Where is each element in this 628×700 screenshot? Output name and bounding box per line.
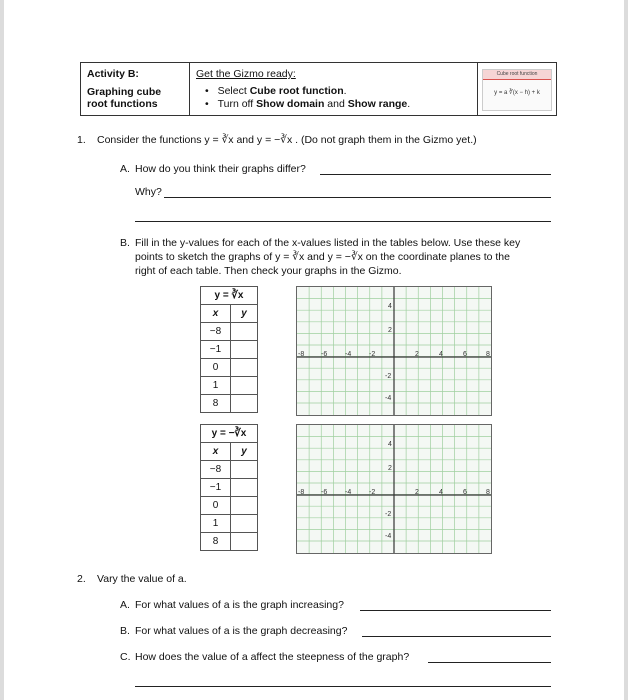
table2-y-cell[interactable] — [231, 533, 258, 551]
q1-number: 1. — [77, 134, 86, 146]
tick: -4 — [345, 351, 352, 358]
table-cube-root — [200, 286, 258, 413]
activity-label: Activity B: — [87, 68, 139, 80]
table-neg-cube-root — [200, 424, 258, 551]
tick: 8 — [486, 351, 490, 358]
tick: -8 — [298, 351, 305, 358]
table1-x: 1 — [201, 377, 231, 395]
q1b-label: B. — [120, 237, 130, 249]
table1-x: −1 — [201, 341, 231, 359]
q1-text: Consider the functions y = ∛x and y = −∛x . (Do not graph them in the Gizmo yet.) — [97, 134, 477, 146]
tick: 2 — [388, 465, 392, 472]
tick: 4 — [439, 489, 443, 496]
table2-x: 1 — [201, 515, 231, 533]
table1-col-x: x — [201, 305, 231, 323]
table1-y-cell[interactable] — [231, 341, 258, 359]
table1-x: −8 — [201, 323, 231, 341]
q2b-text: For what values of a is the graph decreasing? — [135, 625, 348, 637]
bullet-2: • Turn off Show domain and Show range. — [205, 98, 411, 110]
table2-title: y = −∛x — [201, 425, 258, 443]
q1a-why-line[interactable] — [164, 197, 551, 198]
tick: 4 — [439, 351, 443, 358]
q2c-label: C. — [120, 651, 131, 663]
table1-y-cell[interactable] — [231, 323, 258, 341]
tick: -2 — [369, 489, 376, 496]
table2-x: −8 — [201, 461, 231, 479]
tick: 2 — [415, 489, 419, 496]
tick: -2 — [369, 351, 376, 358]
gizmo-thumbnail — [482, 69, 552, 111]
tick: 6 — [463, 351, 467, 358]
table2-y-cell[interactable] — [231, 461, 258, 479]
coordinate-plane-2[interactable] — [296, 424, 492, 554]
q1b-line2: points to sketch the graphs of y = ∛x and y = −∛x on the coordinate planes to the — [135, 251, 510, 263]
q2a-text: For what values of a is the graph increasing? — [135, 599, 344, 611]
table2-col-x: x — [201, 443, 231, 461]
tick: -6 — [321, 489, 328, 496]
table1-col-y: y — [231, 305, 258, 323]
tick: -4 — [385, 533, 392, 540]
tick: -2 — [385, 373, 392, 380]
activity-name-1: Graphing cube — [87, 86, 162, 98]
tick: -4 — [385, 395, 392, 402]
worksheet-page — [4, 0, 624, 700]
q2c-answer-line-2[interactable] — [135, 686, 551, 687]
get-ready-heading: Get the Gizmo ready: — [196, 68, 296, 80]
tick: -2 — [385, 511, 392, 518]
q1a-answer-line[interactable] — [320, 174, 551, 175]
q2a-label: A. — [120, 599, 130, 611]
thumbnail-title: Cube root function — [483, 70, 551, 80]
table2-col-y: y — [231, 443, 258, 461]
q2b-answer-line[interactable] — [362, 636, 551, 637]
tick: -8 — [298, 489, 305, 496]
table2-x: 8 — [201, 533, 231, 551]
table2-x: −1 — [201, 479, 231, 497]
tick: 2 — [415, 351, 419, 358]
tick: 4 — [388, 303, 392, 310]
activity-header — [80, 62, 557, 116]
table2-y-cell[interactable] — [231, 497, 258, 515]
q1a-why: Why? — [135, 186, 162, 198]
tick: 4 — [388, 441, 392, 448]
thumbnail-formula: y = a ∛(x − h) + k — [494, 90, 540, 96]
tick: -4 — [345, 489, 352, 496]
q2-number: 2. — [77, 573, 86, 585]
q2b-label: B. — [120, 625, 130, 637]
table2-y-cell[interactable] — [231, 479, 258, 497]
tick: 6 — [463, 489, 467, 496]
q1b-line1: Fill in the y-values for each of the x-values listed in the tables below. Use these key — [135, 237, 521, 249]
coordinate-plane-1[interactable] — [296, 286, 492, 416]
q1b-line3: right of each table. Then check your graphs in the Gizmo. — [135, 265, 402, 277]
q1a-why-line-2[interactable] — [135, 221, 551, 222]
tick: -6 — [321, 351, 328, 358]
tick: 2 — [388, 327, 392, 334]
bullet-1: • Select Cube root function. — [205, 85, 347, 97]
q2c-text: How does the value of a affect the steepness of the graph? — [135, 651, 410, 663]
tick: 8 — [486, 489, 490, 496]
table1-y-cell[interactable] — [231, 377, 258, 395]
q2-text: Vary the value of a. — [97, 573, 187, 585]
q1a-text: How do you think their graphs differ? — [135, 163, 306, 175]
q2c-answer-line[interactable] — [428, 662, 551, 663]
table1-x: 0 — [201, 359, 231, 377]
table1-y-cell[interactable] — [231, 359, 258, 377]
table1-y-cell[interactable] — [231, 395, 258, 413]
table2-y-cell[interactable] — [231, 515, 258, 533]
table1-x: 8 — [201, 395, 231, 413]
activity-name-2: root functions — [87, 98, 158, 110]
table1-title: y = ∛x — [201, 287, 258, 305]
q1a-label: A. — [120, 163, 130, 175]
q2a-answer-line[interactable] — [360, 610, 551, 611]
table2-x: 0 — [201, 497, 231, 515]
